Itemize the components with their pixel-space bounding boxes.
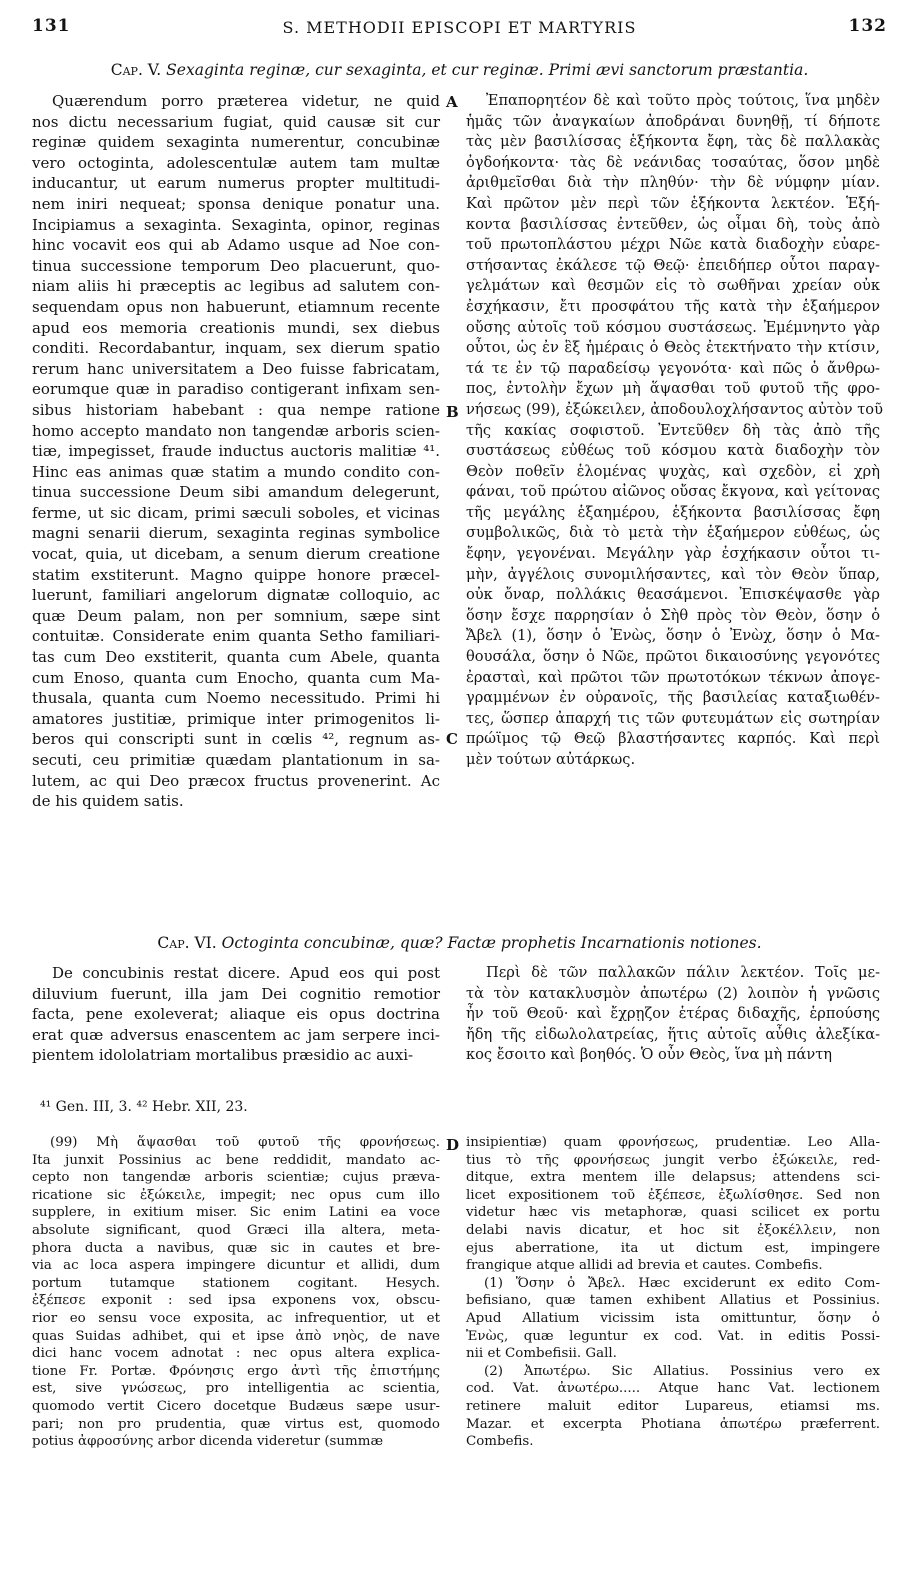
scripture-references: ⁴¹ Gen. III, 3. ⁴² Hebr. XII, 23. bbox=[40, 1099, 248, 1115]
text-line: (99) Μὴ ἅψασθαι τοῦ φυτοῦ τῆς φρονήσεως. bbox=[50, 1135, 440, 1150]
text-line: συμβολικῶς, διὰ τὸ μετὰ τὴν ἑξαήμερον εὐθέως, ὡς bbox=[466, 524, 880, 542]
text-line: οὗτοι, ὡς ἐν ἓξ ἡμέραις ὁ Θεὸς ἐτεκτήνατο τὴν κτίσιν, bbox=[466, 339, 880, 357]
text-line: thusala, quanta cum Noemo necessitudo. Primi hi bbox=[32, 689, 440, 708]
text-line: ricatione sic ἐξώκειλε, impegit; nec opus cum illo bbox=[32, 1187, 440, 1203]
latin-column-chapter-6 bbox=[32, 963, 440, 1066]
text-line: potius ἀφροσύνης arbor dicenda videretur (summæ bbox=[32, 1434, 384, 1450]
latin-column-chapter-5 bbox=[32, 91, 440, 812]
text-line: ἀριθμεῖσθαι διὰ τὴν πληθύν· τὴν δὲ νύμφην μίαν. bbox=[466, 174, 880, 192]
text-line: οὐκ ὄναρ, πολλάκις θεασάμενοι. Ἐπισκέψασθε γὰρ bbox=[466, 586, 880, 604]
text-line: τά τε ἐν τῷ παραδείσῳ γεγονότα· καὶ πῶς ὁ ἄνθρω- bbox=[466, 359, 880, 377]
text-line: vocat, quia, ut dicebam, a senum dierum creatione bbox=[32, 545, 440, 564]
text-line: πος, ἐντολὴν ἔχων μὴ ἅψασθαι τοῦ φυτοῦ τῆς φρο- bbox=[466, 380, 880, 398]
text-line: φάναι, τοῦ πρώτου αἰῶνος οὔσας ἔκγονα, καὶ γείτονας bbox=[466, 483, 880, 501]
chapter-5-label: Cap. V. bbox=[110, 61, 162, 79]
text-line: τὰς μὲν βασιλίσσας ἑξήκοντα ἔφη, τὰς δὲ παλλακὰς bbox=[466, 133, 880, 151]
text-line: κοντα βασιλίσσας ἐντεῦθεν, ὡς οἶμαι δὴ, τοὺς ἀπὸ bbox=[466, 215, 880, 233]
greek-column-chapter-5 bbox=[466, 91, 883, 771]
text-line: de his quidem satis. bbox=[32, 792, 184, 811]
text-line: supplere, in exitium miser. Sic enim Latini ea voce bbox=[32, 1205, 440, 1221]
text-line: eorumque quæ in paradiso contigerant infixam sen- bbox=[32, 380, 440, 399]
text-line: sibus historiam habebant : qua nempe ratione bbox=[32, 400, 440, 419]
text-line: Mazar. et excerpta Photiana ἀπωτέρω præferrent. bbox=[466, 1416, 880, 1432]
text-line: Apud Allatium vicissim ista omittuntur, ὅσην ὁ bbox=[466, 1310, 880, 1326]
text-line: luerunt, familiari angelorum dignatæ colloquio, ac bbox=[32, 586, 440, 605]
text-line: tius τὸ τῆς φρονήσεως jungit verbo ἐξώκειλε, red- bbox=[466, 1152, 880, 1168]
text-line: ὅσην ἔσχε παρρησίαν ὁ Σὴθ πρὸς τὸν Θεὸν, ὅσην ὁ bbox=[466, 606, 880, 624]
text-line: pientem idololatriam mortalibus præsidio ac auxi- bbox=[32, 1046, 414, 1065]
left-page-number: 131 bbox=[32, 16, 71, 36]
text-line: tione Fr. Portæ. Φρόνησις ergo ἀντὶ τῆς ἐπιστήμης bbox=[32, 1363, 440, 1379]
text-line: ejus aberratione, ita ut dictum est, impingere bbox=[466, 1240, 880, 1256]
text-line: quas Suidas adhibet, qui et ipse ἀπὸ νηὸς, de nave bbox=[32, 1328, 440, 1344]
chapter-6-title: Octoginta concubinæ, quæ? Factæ prophetis Incarnationis notiones. bbox=[221, 934, 762, 952]
text-line: tas cum Deo exstiterit, quanta cum Abele, quanta bbox=[32, 648, 440, 667]
text-line: videtur hæc vis metaphoræ, quasi scilicet ex portu bbox=[466, 1205, 880, 1221]
text-line: ditque, extra mentem ille delapsus; attendens sci- bbox=[466, 1170, 880, 1186]
text-line: quæ Deum palam, non per somnium, sæpe sint bbox=[32, 606, 440, 625]
text-line: γραμμένων ἐν οὐρανοῖς, τῆς βασιλείας καταξιωθέν- bbox=[466, 689, 880, 707]
text-line: conditi. Recordabantur, inquam, sex dierum spatio bbox=[32, 339, 440, 358]
text-line: apud eos memoria creationis mundi, sex diebus bbox=[32, 318, 440, 337]
text-line: Quærendum porro præterea videtur, ne quid bbox=[52, 92, 440, 110]
text-line: ἐξέπεσε exponit : sed ipsa exponens vox, obscu- bbox=[32, 1293, 440, 1309]
text-line: befisiano, quæ tamen exhibent Allatius et Possinius. bbox=[466, 1293, 880, 1309]
text-line: νήσεως (99), ἐξώκειλεν, ἀποδουλοχλήσαντος αὐτὸν τοῦ bbox=[466, 400, 883, 418]
text-line: retinere maluit editor Lupareus, etiamsi ms. bbox=[466, 1398, 880, 1414]
chapter-5-title: Sexaginta reginæ, cur sexaginta, et cur reginæ. Primi ævi sanctorum præstantia. bbox=[166, 61, 809, 79]
text-line: τοῦ πρωτοπλάστου μέχρι Νῶε κατὰ διαδοχὴν εὐαρε- bbox=[466, 236, 880, 254]
section-marker-d: D bbox=[446, 1136, 460, 1154]
text-line: συστάσεως εὐθέως τοῦ κόσμου κατὰ διαδοχὴν τὸν bbox=[466, 442, 880, 460]
running-header bbox=[30, 16, 889, 42]
text-line: hinc vocavit eos qui ab Adamo usque ad Noe con- bbox=[32, 236, 440, 255]
text-line: Περὶ δὲ τῶν παλλακῶν πάλιν λεκτέον. Τοῖς με- bbox=[486, 964, 880, 981]
text-line: Ita junxit Possinius ac bene reddidit, mandato ac- bbox=[32, 1152, 440, 1168]
text-line: magni senarii dierum, sexaginta reginas symbolice bbox=[32, 524, 440, 543]
text-line: θουσάλα, ὅσην ὁ Νῶε, πρῶτοι δικαιοσύνης γεγονότες bbox=[466, 648, 880, 666]
text-line: ἐρασταὶ, καὶ πρῶτοι τῶν πρωτοτόκων τέκνων ἀπογε- bbox=[466, 668, 880, 686]
text-line: De concubinis restat dicere. Apud eos qui post bbox=[52, 964, 440, 982]
text-line: Combefis. bbox=[466, 1434, 534, 1450]
text-line: ὀγδοήκοντα· τὰς δὲ νεάνιδας τοσαύτας, ὅσον μηδὲ bbox=[466, 153, 880, 171]
text-line: dici hanc vocem adnotat : nec opus altera explica- bbox=[32, 1346, 440, 1362]
text-line: τὰ τὸν κατακλυσμὸν ἀπωτέρω (2) λοιπὸν ἡ γνῶσις bbox=[466, 984, 880, 1002]
text-line: Ἐπαπορητέον δὲ καὶ τοῦτο πρὸς τούτοις, ἵνα μηδὲν bbox=[486, 92, 880, 109]
text-line: μὲν τούτων αὐτάρκως. bbox=[466, 751, 636, 768]
text-line: ἐσχήκασιν, ἔτι προσφάτου τῆς κατὰ τὴν ἑξαήμερον bbox=[466, 297, 880, 315]
text-line: quomodo vertit Cicero docetque Budæus sæpe usur- bbox=[32, 1398, 440, 1414]
text-line: phora ducta a navibus, quæ sic in cautes et bre- bbox=[32, 1240, 440, 1256]
text-line: tinua successione temporum Deo placuerunt, quo- bbox=[32, 256, 440, 275]
text-line: frangique atque allidi ad brevia et cautes. Combefis. bbox=[466, 1258, 823, 1274]
text-line: sequendam opus non habuerunt, etiamnum recente bbox=[32, 297, 440, 316]
text-line: Ἐνὼς, quæ leguntur ex cod. Vat. in editis Possi- bbox=[466, 1328, 880, 1344]
text-line: homo accepto mandato non tangendæ arboris scien- bbox=[32, 421, 440, 440]
text-line: statim exstiterunt. Magno quippe honore præcel- bbox=[32, 565, 440, 584]
text-line: absolute significant, quod Græci illa altera, meta- bbox=[32, 1222, 440, 1238]
text-line: niam aliis hi præceptis ac legibus ad salutem con- bbox=[32, 277, 440, 296]
text-line: γελμάτων καὶ θεσμῶν εἰς τὸ σωθῆναι χρείαν οὐκ bbox=[466, 277, 880, 295]
text-line: secuti, ceu primitiæ quædam plantationum in sa- bbox=[32, 751, 440, 769]
text-line: ἡμᾶς τῶν ἀναγκαίων ἀποδράναι δυνηθῇ, τί δήποτε bbox=[466, 112, 880, 130]
text-line: τες, ὥσπερ ἀπαρχή τις τῶν φυτευμάτων εἰς σωτηρίαν bbox=[466, 709, 880, 727]
text-line: beros qui conscripti sunt in cœlis ⁴², regnum as- bbox=[32, 730, 440, 749]
text-line: (2) Ἀπωτέρω. Sic Allatius. Possinius vero ex bbox=[484, 1363, 880, 1379]
footnotes-left bbox=[32, 1134, 440, 1451]
text-line: ἦν τοῦ Θεοῦ· καὶ ἔχρῃζον ἑτέρας διδαχῆς, ἑρπούσης bbox=[466, 1005, 880, 1023]
text-line: cod. Vat. ἀνωτέρω..... Atque hanc Vat. lectionem bbox=[466, 1381, 880, 1397]
text-line: τῆς κακίας σοφιστοῦ. Ἐντεῦθεν δὴ τὰς ἀπὸ τῆς bbox=[466, 421, 880, 439]
chapter-6-label: Cap. VI. bbox=[157, 934, 217, 952]
text-line: Καὶ πρῶτον μὲν περὶ τῶν ἑξήκοντα λεκτέον. Ἑξή- bbox=[466, 194, 880, 212]
text-line: κος ἔσοιτο καὶ βοηθός. Ὁ οὖν Θεὸς, ἵνα μὴ πάντη bbox=[466, 1046, 833, 1064]
text-line: est, sive γνώσεως, pro intelligentia ac scientia, bbox=[32, 1381, 440, 1397]
text-line: delabi navis dicatur, et hoc sit ἐξοκέλλειν, non bbox=[466, 1222, 880, 1238]
text-line: amatores justitiæ, primique inter primogenitos li- bbox=[32, 709, 440, 728]
text-line: insipientiæ) quam φρονήσεως, prudentiæ. Leo Alla- bbox=[466, 1135, 880, 1150]
text-line: diluvium fuerunt, illa jam Dei cognitio remotior bbox=[32, 984, 440, 1003]
text-line: pari; non pro prudentia, quæ virtus est, quomodo bbox=[32, 1416, 440, 1432]
text-line: reginæ quidem sexaginta numerentur, concubinæ bbox=[32, 133, 440, 152]
text-line: inducantur, ut earum numerus propter multitudi- bbox=[32, 174, 440, 193]
text-line: cepto non tangendæ arboris scientiæ; cujus præva- bbox=[32, 1170, 440, 1186]
text-line: tinua successione Deum sibi amandum delegerunt, bbox=[32, 483, 440, 502]
running-title: S. METHODII EPISCOPI ET MARTYRIS bbox=[282, 18, 637, 37]
text-line: rior eo sensu voce exposita, ac infrequentior, ut et bbox=[32, 1310, 440, 1326]
text-line: tiæ, impegisset, fraude inductus auctoris malitiæ ⁴¹. bbox=[32, 442, 440, 461]
text-line: Incipiamus a sexaginta. Sexaginta, opinor, reginas bbox=[32, 215, 440, 234]
text-line: portum tutamque stationem cogitant. Hesych. bbox=[32, 1275, 440, 1291]
text-line: nii et Combefisii. Gall. bbox=[466, 1346, 617, 1362]
text-line: μὴν, ἀγγέλοις συνομιλήσαντες, καὶ τὸν Θεὸν ὕπαρ, bbox=[466, 565, 880, 583]
footnotes-right bbox=[466, 1134, 880, 1451]
text-line: lutem, ac qui Deo præcox fructus provenerint. Ac bbox=[32, 771, 440, 790]
text-line: via ac loca aspera impingere dicuntur et allidi, dum bbox=[32, 1258, 440, 1274]
text-line: ferme, ut sic dicam, primi sæculi soboles, et vicinas bbox=[32, 503, 440, 522]
text-line: τῆς μεγάλης ἑξαημέρου, ἑξήκοντα βασιλίσσας ἔφη bbox=[466, 503, 880, 521]
text-line: Ἄβελ (1), ὅσην ὁ Ἐνὼς, ὅσην ὁ Ἐνὼχ, ὅσην ὁ Μα- bbox=[466, 627, 880, 645]
text-line: (1) Ὅσην ὁ Ἄβελ. Hæc exciderunt ex edito Com- bbox=[484, 1275, 880, 1291]
section-marker-a: A bbox=[446, 93, 458, 111]
chapter-6-heading bbox=[30, 934, 889, 952]
text-line: vero octoginta, adolescentulæ autem tam multæ bbox=[32, 153, 440, 172]
right-page-number: 132 bbox=[848, 16, 887, 36]
text-line: πρώϊμος τῷ Θεῷ βλαστήσαντες καρπός. Καὶ περὶ bbox=[466, 730, 880, 748]
text-line: nos dictu necessarium fugiat, quid causæ sit cur bbox=[32, 112, 440, 131]
text-line: facta, pene exoleverat; aliaque eis opus doctrina bbox=[32, 1005, 440, 1024]
text-line: licet expositionem τοῦ ἐξέπεσε, ἐξωλίσθησε. Sed non bbox=[466, 1187, 880, 1203]
section-marker-c: C bbox=[446, 730, 458, 748]
text-line: στήσαντας ἐκάλεσε τῷ Θεῷ· ἐπειδήπερ οὗτοι παραγ- bbox=[466, 256, 880, 274]
text-line: οὔσης αὐτοῖς τοῦ κόσμου συστάσεως. Ἐμέμνηντο γὰρ bbox=[466, 318, 880, 336]
text-line: rerum hanc universitatem a Deo fuisse fabricatam, bbox=[32, 359, 440, 378]
section-marker-b: B bbox=[446, 403, 459, 421]
text-line: erat quæ adversus enascentem ac jam serpere inci- bbox=[32, 1025, 440, 1044]
text-line: nem iniri nequeat; sponsa denique ponatur una. bbox=[32, 194, 440, 213]
text-line: Θεὸν ποθεῖν ἑλομένας ψυχὰς, καὶ σχεδὸν, εἰ χρὴ bbox=[466, 462, 880, 480]
text-line: contuitæ. Considerate enim quanta Setho familiari- bbox=[32, 627, 440, 646]
text-line: ἔφην, γεγονέναι. Μεγάλην γὰρ ἐσχήκασιν οὗτοι τι- bbox=[466, 545, 880, 563]
text-line: cum Enoso, quanta cum Enocho, quanta cum Ma- bbox=[32, 668, 440, 687]
text-line: ἤδη τῆς εἰδωλολατρείας, ἥτις αὐτοῖς αὖθις ἀλεξίκα- bbox=[466, 1025, 880, 1043]
chapter-5-heading bbox=[30, 61, 889, 79]
greek-column-chapter-6 bbox=[466, 963, 880, 1066]
text-line: Hinc eas animas quæ statim a mundo condito con- bbox=[32, 462, 440, 481]
